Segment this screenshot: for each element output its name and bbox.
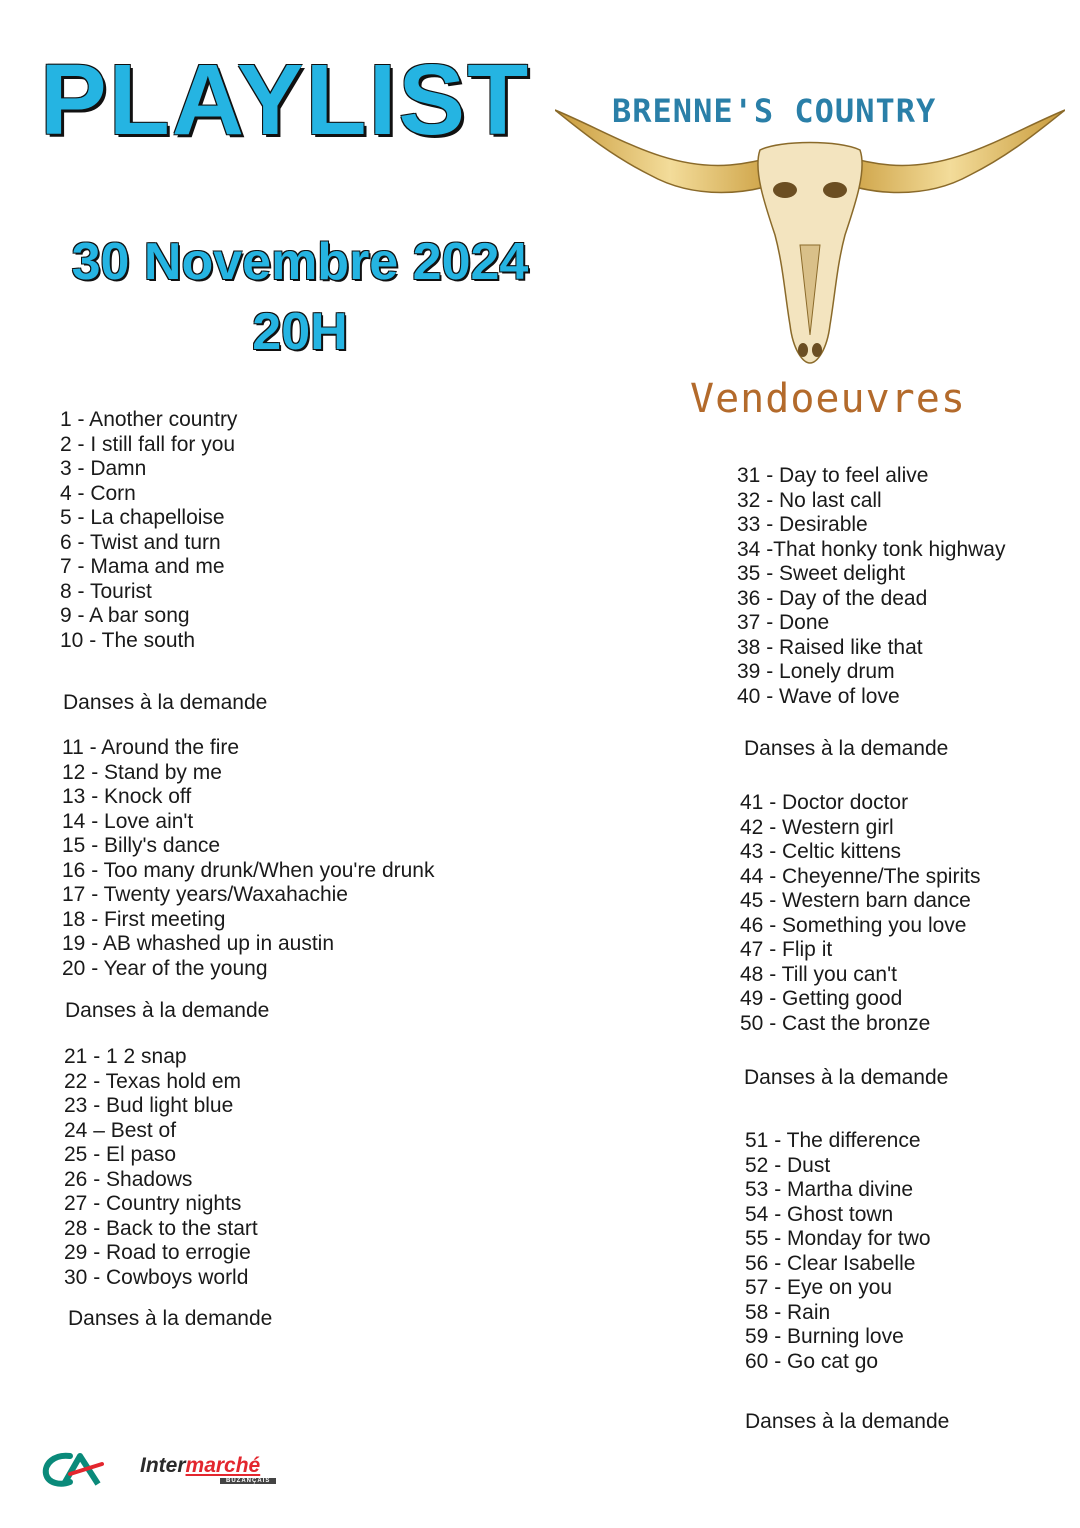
page-title: PLAYLIST	[40, 44, 531, 156]
track-item: 22 - Texas hold em	[64, 1069, 242, 1093]
track-item: 14 - Love ain't	[62, 809, 194, 833]
playlist-block-2	[62, 736, 434, 981]
track-item: 32 - No last call	[737, 488, 882, 512]
track-item: 26 - Shadows	[64, 1167, 193, 1191]
track-item: 7 - Mama and me	[60, 555, 225, 578]
track-item: 2 - I still fall for you	[60, 432, 236, 456]
track-item: 43 - Celtic kittens	[740, 840, 902, 863]
track-item: 29 - Road to errogie	[64, 1241, 251, 1264]
track-item: 45 - Western barn dance	[740, 889, 971, 912]
track-item: 20 - Year of the young	[62, 956, 268, 980]
danses-demande-1: Danses à la demande	[63, 691, 268, 714]
track-item: 53 - Martha divine	[745, 1178, 914, 1201]
track-item: 37 - Done	[737, 611, 830, 634]
event-date: 30 Novembre 2024	[71, 233, 529, 291]
credit-agricole-logo	[40, 1450, 104, 1490]
event-time: 20H	[252, 303, 348, 361]
playlist-block-1	[60, 408, 237, 653]
track-item: 55 - Monday for two	[745, 1227, 931, 1250]
intermarche-logo-part1: Inter	[140, 1454, 186, 1477]
longhorn-skull-icon	[555, 95, 1065, 375]
playlist-block-3	[64, 1045, 258, 1290]
intermarche-location: BUZANÇAIS	[220, 1478, 276, 1484]
track-item: 13 - Knock off	[62, 785, 192, 808]
track-item: 54 - Ghost town	[745, 1202, 894, 1226]
track-item: 60 - Go cat go	[745, 1349, 879, 1373]
track-item: 31 - Day to feel alive	[737, 464, 929, 487]
track-item: 42 - Western girl	[740, 815, 894, 839]
track-item: 5 - La chapelloise	[60, 506, 225, 529]
intermarche-logo	[140, 1454, 271, 1484]
track-item: 23 - Bud light blue	[64, 1094, 234, 1117]
intermarche-logo-part2: marché	[185, 1454, 261, 1477]
track-item: 56 - Clear Isabelle	[745, 1251, 916, 1275]
track-item: 36 - Day of the dead	[737, 586, 928, 610]
track-item: 1 - Another country	[60, 408, 238, 431]
track-item: 9 - A bar song	[60, 604, 190, 627]
danses-demande-2: Danses à la demande	[65, 999, 270, 1022]
track-item: 38 - Raised like that	[737, 635, 923, 659]
danses-demande-3: Danses à la demande	[68, 1307, 273, 1330]
track-item: 25 - El paso	[64, 1143, 177, 1166]
track-item: 27 - Country nights	[64, 1192, 242, 1215]
track-item: 41 - Doctor doctor	[740, 791, 909, 814]
track-item: 12 - Stand by me	[62, 760, 222, 784]
track-item: 17 - Twenty years/Waxahachie	[62, 883, 348, 906]
playlist-block-4	[737, 464, 1006, 709]
track-item: 3 - Damn	[60, 457, 147, 480]
track-item: 35 - Sweet delight	[737, 562, 906, 585]
track-item: 47 - Flip it	[740, 938, 833, 961]
track-item: 24 – Best of	[64, 1118, 177, 1142]
track-item: 28 - Back to the start	[64, 1216, 258, 1240]
track-item: 50 - Cast the bronze	[740, 1011, 931, 1035]
track-item: 21 - 1 2 snap	[64, 1045, 187, 1068]
track-item: 46 - Something you love	[740, 913, 967, 937]
danses-demande-6: Danses à la demande	[745, 1410, 950, 1433]
track-item: 40 - Wave of love	[737, 684, 900, 708]
event-town: Vendoeuvres	[690, 376, 966, 422]
track-item: 6 - Twist and turn	[60, 530, 221, 554]
track-item: 19 - AB whashed up in austin	[62, 932, 335, 955]
track-item: 33 - Desirable	[737, 513, 868, 536]
track-item: 48 - Till you can't	[740, 962, 897, 986]
club-name: BRENNE'S COUNTRY	[612, 92, 937, 130]
track-item: 59 - Burning love	[745, 1325, 904, 1348]
track-item: 16 - Too many drunk/When you're drunk	[62, 858, 435, 882]
track-item: 39 - Lonely drum	[737, 660, 895, 683]
track-item: 30 - Cowboys world	[64, 1265, 249, 1289]
playlist-block-5	[740, 791, 980, 1036]
playlist-block-6	[745, 1129, 931, 1374]
track-item: 51 - The difference	[745, 1129, 921, 1152]
track-item: 10 - The south	[60, 628, 196, 652]
track-item: 8 - Tourist	[60, 579, 152, 603]
track-item: 15 - Billy's dance	[62, 834, 221, 857]
danses-demande-4: Danses à la demande	[744, 737, 949, 760]
track-item: 57 - Eye on you	[745, 1276, 893, 1299]
track-item: 34 -That honky tonk highway	[737, 537, 1006, 561]
track-item: 49 - Getting good	[740, 987, 903, 1010]
track-item: 11 - Around the fire	[62, 736, 240, 759]
track-item: 18 - First meeting	[62, 907, 226, 931]
danses-demande-5: Danses à la demande	[744, 1066, 949, 1089]
track-item: 58 - Rain	[745, 1300, 831, 1324]
track-item: 44 - Cheyenne/The spirits	[740, 864, 981, 888]
track-item: 4 - Corn	[60, 481, 136, 505]
track-item: 52 - Dust	[745, 1153, 831, 1177]
